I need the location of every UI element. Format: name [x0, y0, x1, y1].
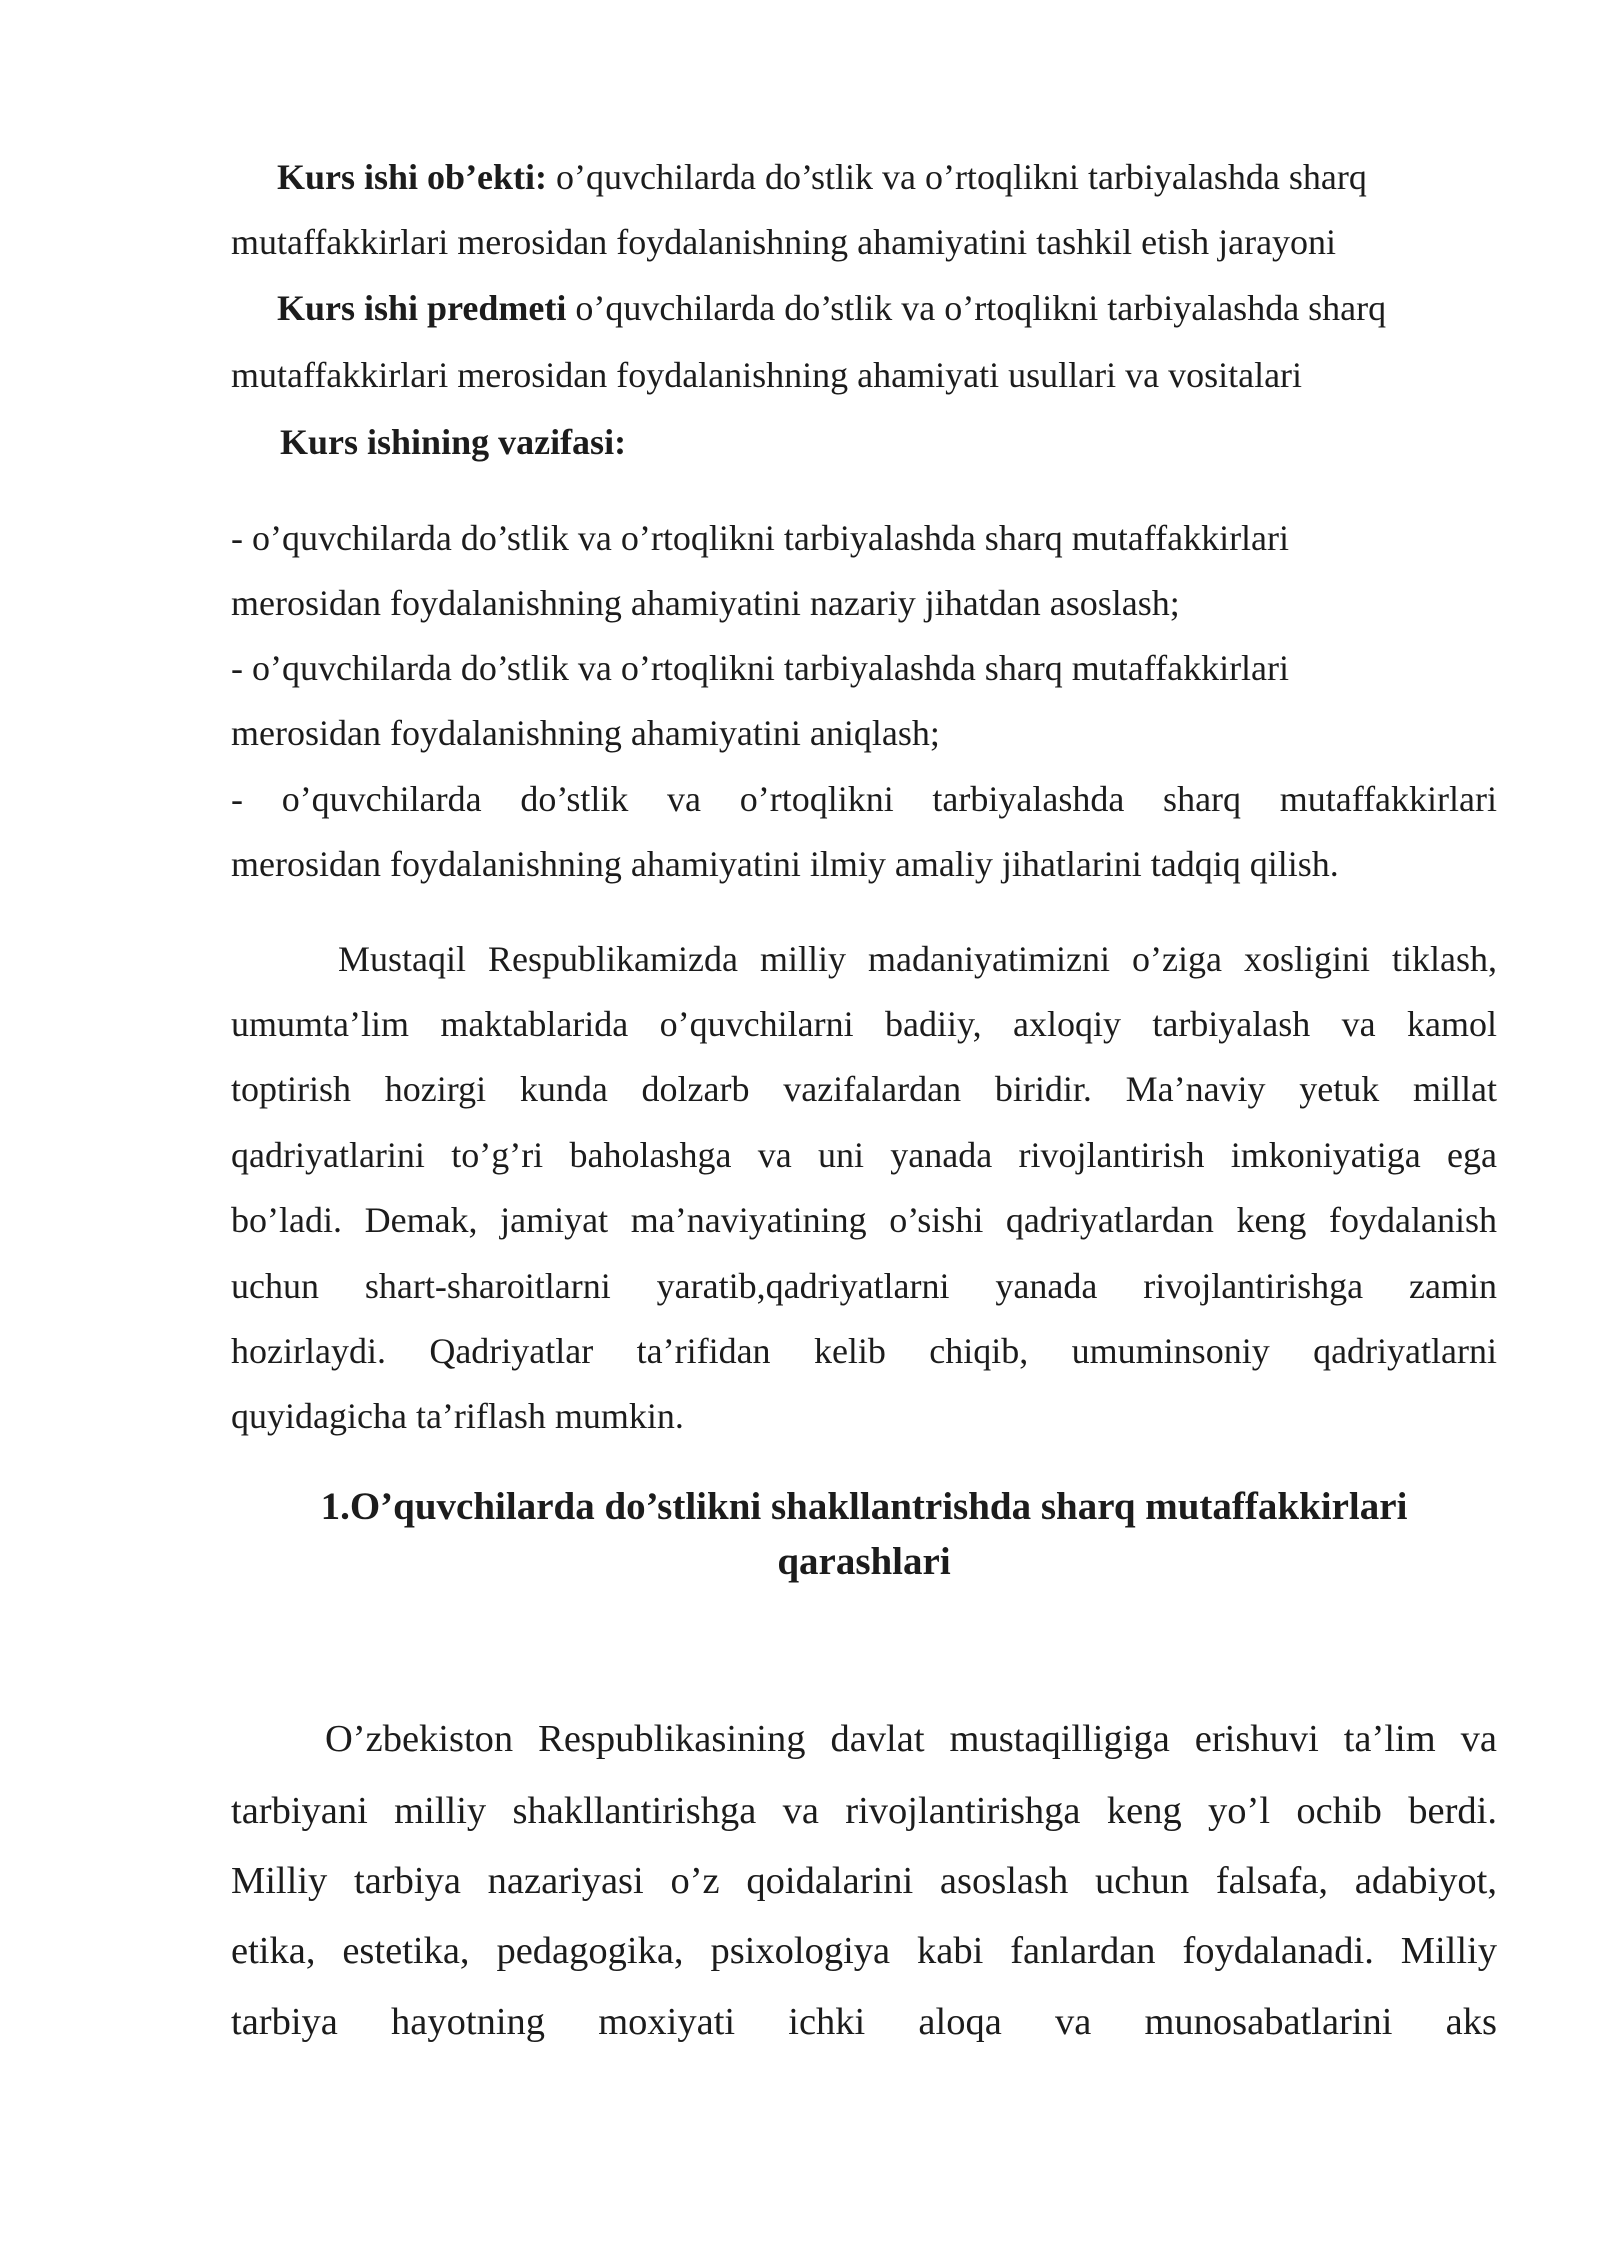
task-item-1-line-2: merosidan foydalanishning ahamiyatini nazariy jihatdan asoslash; — [231, 583, 1180, 623]
task-item-3-line-1: - o’quvchilarda do’stlik va o’rtoqlikni tarbiyalashda sharq mutaffakkirlari — [231, 779, 1497, 819]
section-heading-line-2: qarashlari — [777, 1540, 951, 1583]
paragraph-1-line-4: qadriyatlarini to’g’ri baholashga va uni yanada rivojlantirish imkoniyatiga ega — [231, 1135, 1497, 1175]
paragraph-1-line-3: toptirish hozirgi kunda dolzarb vazifalardan biridir. Ma’naviy yetuk millat — [231, 1069, 1497, 1109]
task-item-2-line-2: merosidan foydalanishning ahamiyatini aniqlash; — [231, 713, 940, 753]
subject-text-1: o’quvchilarda do’stlik va o’rtoqlikni tarbiyalashda sharq — [566, 288, 1387, 328]
subject-label: Kurs ishi predmeti — [277, 288, 567, 328]
paragraph-1-line-1: Mustaqil Respublikamizda milliy madaniyatimizni o’ziga xosligini tiklash, — [338, 939, 1497, 979]
paragraph-1-line-8: quyidagicha ta’riflash mumkin. — [231, 1396, 684, 1436]
subject-line-2: mutaffakkirlari merosidan foydalanishning ahamiyati usullari va vositalari — [231, 355, 1303, 395]
object-label: Kurs ishi ob’ekti: — [277, 157, 548, 197]
paragraph-2-line-3: Milliy tarbiya nazariyasi o’z qoidalarini asoslash uchun falsafa, adabiyot, — [231, 1860, 1497, 1902]
paragraph-1-line-2: umumta’lim maktablarida o’quvchilarni badiiy, axloqiy tarbiyalash va kamol — [231, 1004, 1497, 1044]
paragraph-2-line-2: tarbiyani milliy shakllantirishga va rivojlantirishga keng yo’l ochib berdi. — [231, 1790, 1497, 1832]
paragraph-2-line-5: tarbiya hayotning moxiyati ichki aloqa va munosabatlarini aks — [231, 2001, 1497, 2043]
task-item-2-line-1: - o’quvchilarda do’stlik va o’rtoqlikni tarbiyalashda sharq mutaffakkirlari — [231, 648, 1290, 688]
subject-line-1 — [277, 286, 1386, 330]
paragraph-1-line-5: bo’ladi. Demak, jamiyat ma’naviyatining o’sishi qadriyatlardan keng foydalanish — [231, 1200, 1497, 1240]
object-text-1: o’quvchilarda do’stlik va o’rtoqlikni tarbiyalashda sharq — [547, 157, 1367, 197]
paragraph-2-line-1: O’zbekiston Respublikasining davlat mustaqilligiga erishuvi ta’lim va — [325, 1718, 1497, 1760]
object-line-2: mutaffakkirlari merosidan foydalanishning ahamiyatini tashkil etish jarayoni — [231, 222, 1337, 262]
task-item-3-line-2: merosidan foydalanishning ahamiyatini ilmiy amaliy jihatlarini tadqiq qilish. — [231, 844, 1339, 884]
paragraph-1-line-6: uchun shart-sharoitlarni yaratib,qadriyatlarni yanada rivojlantirishga zamin — [231, 1266, 1497, 1306]
paragraph-2-line-4: etika, estetika, pedagogika, psixologiya kabi fanlardan foydalanadi. Milliy — [231, 1930, 1497, 1972]
object-line-1 — [277, 155, 1367, 199]
task-item-1-line-1: - o’quvchilarda do’stlik va o’rtoqlikni tarbiyalashda sharq mutaffakkirlari — [231, 518, 1290, 558]
paragraph-1-line-7: hozirlaydi. Qadriyatlar ta’rifidan kelib chiqib, umuminsoniy qadriyatlarni — [231, 1331, 1497, 1371]
tasks-label: Kurs ishining vazifasi: — [280, 422, 627, 462]
section-heading-line-1: 1.O’quvchilarda do’stlikni shakllantrishda sharq mutaffakkirlari — [320, 1485, 1408, 1528]
